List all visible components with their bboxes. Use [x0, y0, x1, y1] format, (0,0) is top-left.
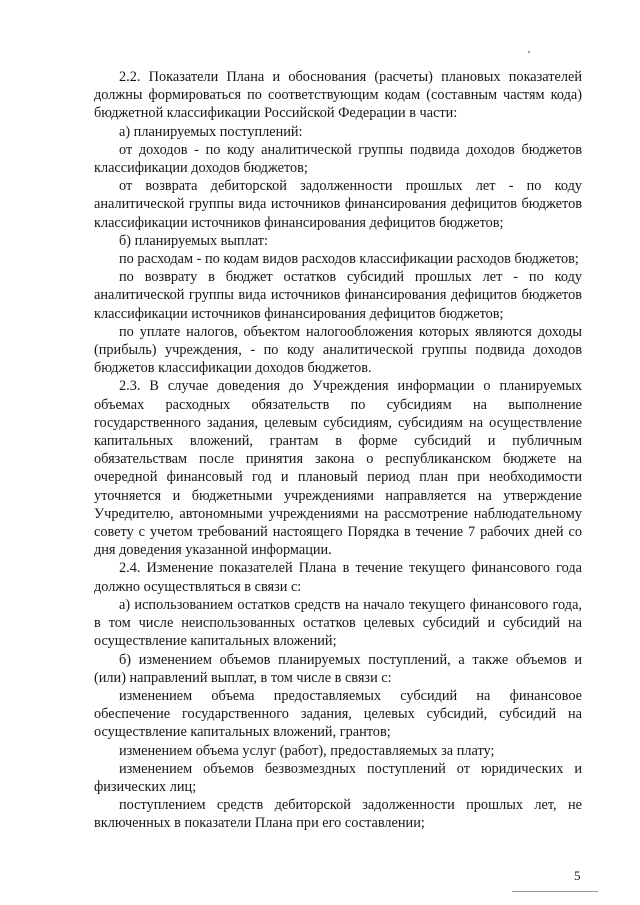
paragraph-2-2: 2.2. Показатели Плана и обоснования (расчеты) плановых показателей должны формироваться по соответствующим кодам (составным частям кода) бюджетной классификации Российской Федерации в части:	[94, 69, 582, 122]
document-body	[94, 68, 582, 833]
paragraph-subsidy-return: по возврату в бюджет остатков субсидий прошлых лет - по коду аналитической группы вида источников финансирования дефицитов бюджетов классификации источников финансирования дефицитов бюджетов;	[94, 269, 582, 322]
paragraph-balances: а) использованием остатков средств на начало текущего финансового года, в том числе неиспользованных остатков целевых субсидий и субсидий на осуществление капитальных вложений;	[94, 596, 582, 650]
paragraph-planned-receipts: а) планируемых поступлений:	[119, 123, 303, 140]
paragraph-volume-changes: б) изменением объемов планируемых поступлений, а также объемов и (или) направлений выплат, в том числе в связи с:	[94, 651, 582, 686]
page-number: 5	[574, 868, 581, 883]
paragraph-income: от доходов - по коду аналитической группы подвида доходов бюджетов классификации доходов бюджетов;	[94, 141, 582, 177]
paragraph-2-4: 2.4. Изменение показателей Плана в течение текущего финансового года должно осуществляться в связи с:	[94, 560, 582, 595]
paragraph-2-3: 2.3. В случае доведения до Учреждения информации о планируемых объемах расходных обязательств по субсидиям на выполнение государственного задания, целевым субсидиям, субсидиям на осуществление капитальных вложений, грантам в форме субсидий и публичным обязательствам после принятия закона о республиканском бюджете на очередной финансовый год и плановый период план при необходимости уточняется и бюджетными учреждениями направляется на утверждение Учредителю, автономными учреждениями на рассмотрение наблюдательному совету с учетом требований настоящего Порядка в течение 7 рабочих дней со дня доведения указанной информации.	[94, 378, 582, 559]
scan-speck	[528, 51, 530, 53]
paragraph-subsidy-volume: изменением объема предоставляемых субсидий на финансовое обеспечение государственного задания, целевых субсидий, субсидий на осуществление капитальных вложений, грантов;	[94, 687, 582, 741]
paragraph-taxes: по уплате налогов, объектом налогообложения которых являются доходы (прибыль) учреждения, - по коду аналитической группы подвида доходов бюджетов классификации доходов бюджетов.	[94, 323, 582, 377]
paragraph-paid-services: изменением объема услуг (работ), предоставляемых за плату;	[119, 742, 495, 759]
paragraph-receivables-receipts: поступлением средств дебиторской задолженности прошлых лет, не включенных в показатели Плана при его составлении;	[94, 797, 582, 832]
paragraph-expenses: по расходам - по кодам видов расходов классификации расходов бюджетов;	[119, 251, 579, 268]
paragraph-grants-from-persons: изменением объемов безвозмездных поступлений от юридических и физических лиц;	[94, 760, 582, 795]
footer-rule	[512, 891, 598, 892]
paragraph-planned-payments: б) планируемых выплат:	[119, 232, 269, 249]
paragraph-receivables-return: от возврата дебиторской задолженности прошлых лет - по коду аналитической группы вида источников финансирования дефицитов бюджетов классификации источников финансирования дефицитов бюджетов;	[94, 178, 582, 231]
